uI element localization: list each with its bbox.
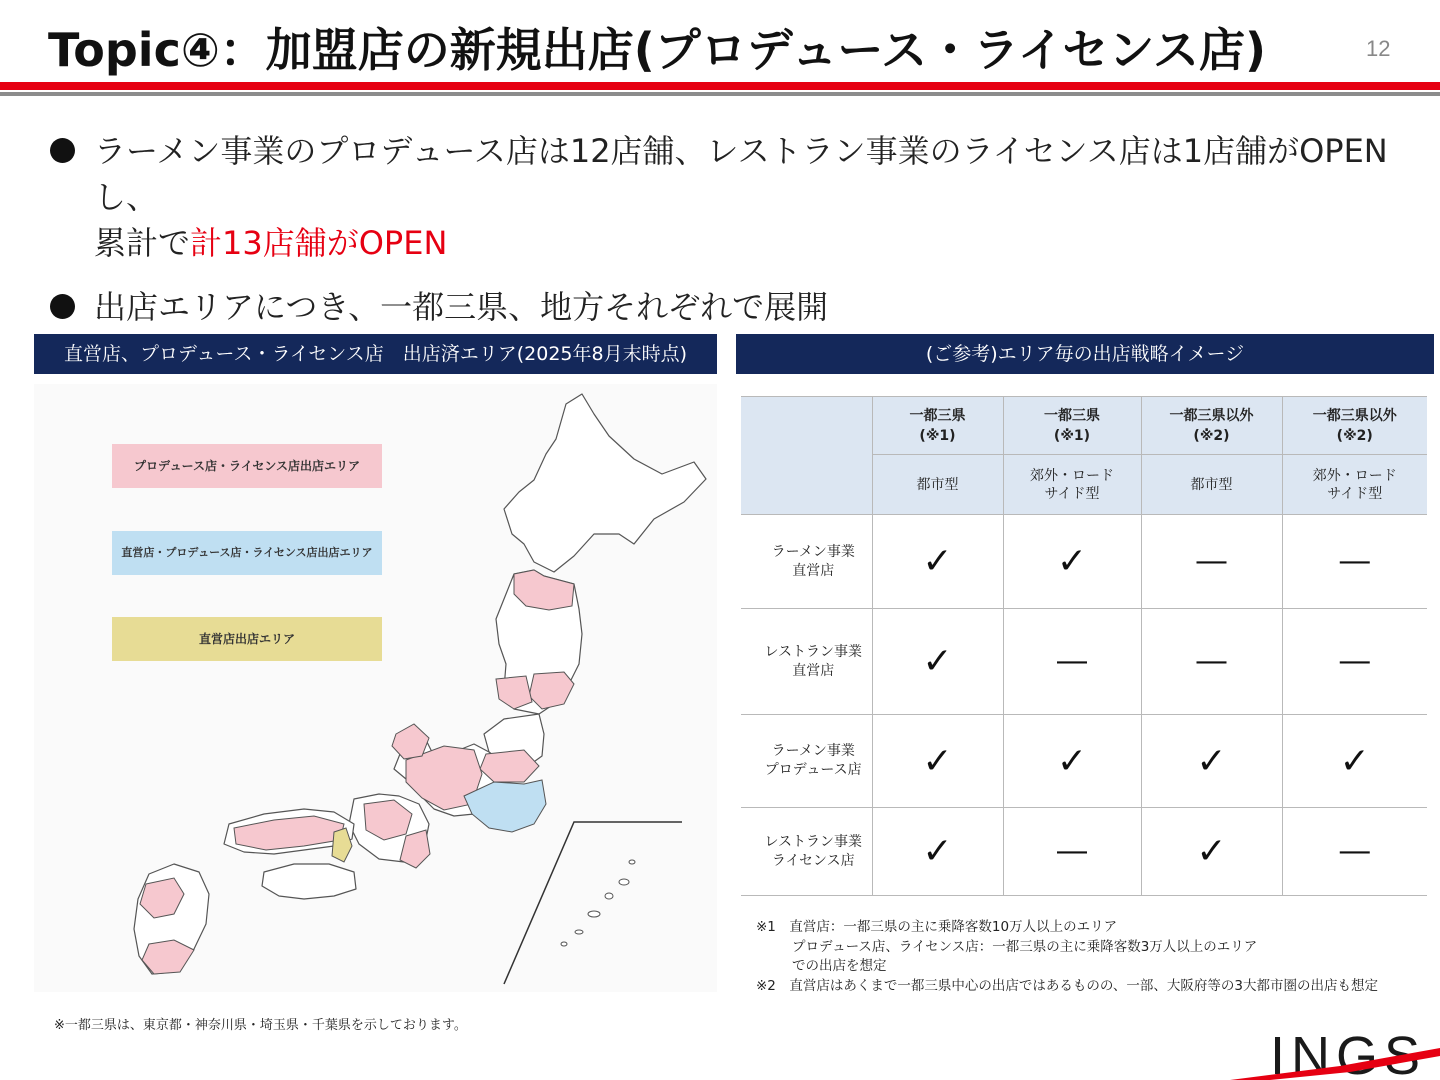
footnote-1a: ※1 直営店：一都三県の主に乗降客数10万人以上のエリア xyxy=(756,919,1118,935)
footnote-1c: での出店を想定 xyxy=(792,958,887,974)
okinawa-island xyxy=(561,942,567,946)
legend-blue: 直営店・プロデュース店・ライセンス店出店エリア xyxy=(112,531,382,575)
bullet-dot-icon xyxy=(50,294,75,319)
dash-mark: ― xyxy=(1282,609,1427,715)
title-rule-red xyxy=(0,82,1440,90)
okinawa-island xyxy=(619,879,629,885)
strategy-table xyxy=(741,396,1427,896)
legend-olive: 直営店出店エリア xyxy=(112,617,382,661)
col-header-type: 都市型 xyxy=(872,455,1003,515)
bullet-list xyxy=(50,128,1410,348)
okinawa-island xyxy=(629,860,635,864)
check-mark: ✓ xyxy=(872,808,1003,896)
table-corner-cell xyxy=(741,397,872,515)
ings-logo xyxy=(1230,1020,1440,1080)
col-header-area: 一都三県以外 (※2) xyxy=(1141,397,1282,455)
dash-mark: ― xyxy=(1003,808,1141,896)
okinawa-island xyxy=(605,893,613,899)
okinawa-island xyxy=(575,930,583,934)
japan-map-illustration xyxy=(34,384,717,992)
col-header-area: 一都三県 (※1) xyxy=(1003,397,1141,455)
map-panel-heading: 直営店、プロデュース・ライセンス店 出店済エリア(2025年8月末時点) xyxy=(34,334,717,374)
page-number: 12 xyxy=(1366,36,1391,61)
dash-mark: ― xyxy=(1003,609,1141,715)
strategy-panel-heading: (ご参考)エリア毎の出店戦略イメージ xyxy=(736,334,1434,374)
dash-mark: ― xyxy=(1282,515,1427,609)
bullet-2-text: 出店エリアにつき、一都三県、地方それぞれで展開 xyxy=(94,288,829,326)
check-mark: ✓ xyxy=(1141,808,1282,896)
check-mark: ✓ xyxy=(1141,715,1282,808)
strategy-footnotes xyxy=(756,918,1378,996)
check-mark: ✓ xyxy=(872,715,1003,808)
bullet-1-prefix: 累計で xyxy=(94,224,191,262)
bullet-item-2 xyxy=(50,284,1410,330)
dash-mark: ― xyxy=(1141,609,1282,715)
bullet-1-text: ラーメン事業のプロデュース店は12店舗、レストラン事業のライセンス店は1店舗がOPENし、 xyxy=(94,132,1388,216)
row-label: レストラン事業 ライセンス店 xyxy=(741,808,872,896)
dash-mark: ― xyxy=(1141,515,1282,609)
bullet-1-highlight: 計13店舗がOPEN xyxy=(190,224,448,262)
legend-pink: プロデュース店・ライセンス店出店エリア xyxy=(112,444,382,488)
bullet-dot-icon xyxy=(50,138,75,163)
page-title: Topic④：加盟店の新規出店(プロデュース・ライセンス店) xyxy=(48,23,1267,77)
miyagi-pink xyxy=(529,672,574,709)
table-row xyxy=(741,609,1427,715)
check-mark: ✓ xyxy=(1003,715,1141,808)
table-row xyxy=(741,715,1427,808)
col-header-type: 郊外・ロード サイド型 xyxy=(1003,455,1141,515)
col-header-type: 都市型 xyxy=(1141,455,1282,515)
table-row xyxy=(741,515,1427,609)
check-mark: ✓ xyxy=(1003,515,1141,609)
check-mark: ✓ xyxy=(1282,715,1427,808)
title-rule-gray xyxy=(0,92,1440,96)
col-header-area: 一都三県以外 (※2) xyxy=(1282,397,1427,455)
shikoku-region xyxy=(262,864,356,899)
row-label: レストラン事業 直営店 xyxy=(741,609,872,715)
check-mark: ✓ xyxy=(872,515,1003,609)
col-header-type: 郊外・ロード サイド型 xyxy=(1282,455,1427,515)
dash-mark: ― xyxy=(1282,808,1427,896)
footnote-1b: プロデュース店、ライセンス店：一都三県の主に乗降客数3万人以上のエリア xyxy=(792,938,1258,955)
row-label: ラーメン事業 プロデュース店 xyxy=(741,715,872,808)
bullet-item-1 xyxy=(50,128,1410,266)
map-footnote: ※一都三県は、東京都・神奈川県・埼玉県・千葉県を示しております。 xyxy=(54,1018,467,1033)
yamagata-pink xyxy=(496,676,532,709)
okinawa-inset-line xyxy=(504,822,682,984)
hokkaido-region xyxy=(504,394,706,572)
svg-text:INGS: INGS xyxy=(1270,1026,1427,1080)
check-mark: ✓ xyxy=(872,609,1003,715)
row-label: ラーメン事業 直営店 xyxy=(741,515,872,609)
okinawa-island xyxy=(588,911,600,917)
table-row xyxy=(741,808,1427,896)
col-header-area: 一都三県 (※1) xyxy=(872,397,1003,455)
footnote-2: ※2 直営店はあくまで一都三県中心の出店ではあるものの、一部、大阪府等の3大都市圏の出店も想定 xyxy=(756,977,1378,994)
